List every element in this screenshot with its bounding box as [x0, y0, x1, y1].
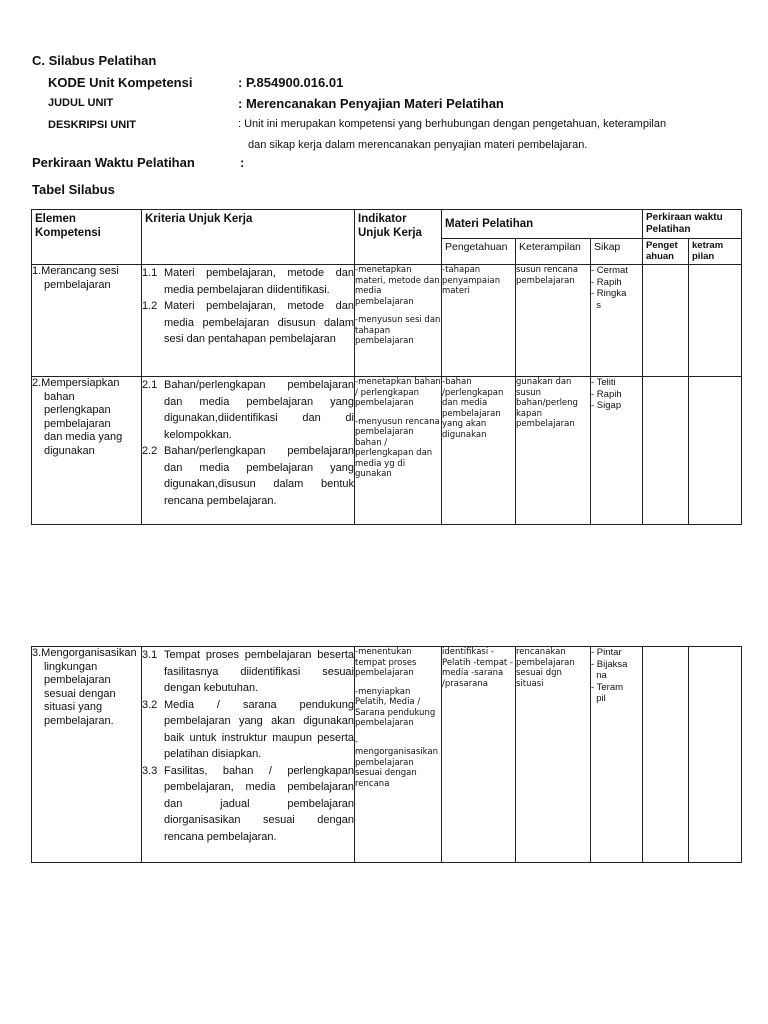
judul-value: : Merencanakan Penyajian Materi Pelatihan	[238, 96, 504, 111]
sikap-item: - Ringka	[591, 288, 627, 299]
elemen-first: 3.Mengorganisasikan	[32, 647, 137, 659]
waktu-penget-cell	[643, 377, 689, 525]
kuk-text: Materi pembelajaran, metode dan media pembelajaran disusun dalam sesi dan pentahapan pembelajaran	[164, 300, 354, 345]
indikator-cell	[355, 377, 442, 525]
elemen-first: 1.Merancang sesi	[32, 265, 119, 277]
sikap-item: - Cermat	[591, 265, 628, 276]
sikap-item: na	[591, 670, 607, 681]
sikap-item: s	[591, 299, 602, 311]
silabus-table	[31, 209, 742, 525]
sikap-item: - Rapih	[591, 276, 622, 288]
table-title: Tabel Silabus	[32, 182, 115, 197]
waktu-label: Perkiraan Waktu Pelatihan	[32, 155, 195, 170]
sikap-item: - Sigap	[591, 400, 622, 411]
waktu-penget-cell	[643, 647, 689, 863]
indikator-cell	[355, 647, 442, 863]
elemen-cell	[32, 647, 142, 863]
indikator-item: -menyiapkan Pelatih, Media / Sarana pendukung pembelajaran	[355, 686, 436, 728]
kuk-num: 2.2	[142, 445, 158, 457]
elemen-rest: lingkungan pembelajaran sesuai dengan situasi yang pembelajaran.	[44, 660, 116, 727]
silabus-table-continued	[31, 646, 742, 863]
deskripsi-label: DESKRIPSI UNIT	[48, 119, 137, 131]
kuk-text: Materi pembelajaran, metode dan media pembelajaran diidentifikasi.	[164, 267, 354, 296]
elemen-rest: bahan perlengkapan pembelajaran dan media yang digunakan	[44, 390, 123, 457]
header-pengetahuan: Pengetahuan	[442, 239, 516, 265]
table-row	[32, 265, 742, 377]
header-indikator: Indikator Unjuk Kerja	[355, 210, 442, 265]
pengetahuan-cell: identifikasi -Pelatih -tempat -media -sarana /prasarana	[442, 647, 516, 863]
elemen-first: 2.Mempersiapkan	[32, 377, 120, 389]
kuk-num: 3.3	[142, 764, 158, 777]
kuk-text: Tempat proses pembelajaran beserta fasilitasnya diidentifikasi sesuai dengan kebutuhan.	[164, 649, 354, 694]
table-row	[32, 647, 742, 863]
header-materi: Materi Pelatihan	[442, 210, 643, 239]
keterampilan-cell: rencanakan pembelajaran sesuai dgn situasi	[516, 647, 591, 863]
kuk-num: 2.1	[142, 379, 158, 391]
deskripsi-line1: : Unit ini merupakan kompetensi yang berhubungan dengan pengetahuan, keterampilan	[238, 118, 667, 130]
kuk-cell	[142, 647, 355, 863]
sikap-cell	[591, 265, 643, 377]
sikap-item: - Teliti	[591, 377, 616, 388]
section-title: C. Silabus Pelatihan	[32, 53, 157, 68]
indikator-item: -menetapkan materi, metode dan media pembelajaran	[355, 265, 440, 307]
kuk-text: Bahan/perlengkapan pembelajaran dan media pembelajaran yang digunakan,disusun dalam bentuk rencana pembelajaran.	[164, 445, 354, 507]
sikap-item: pil	[591, 693, 606, 704]
kuk-num: 1.2	[142, 300, 158, 312]
keterampilan-cell: susun rencana pembelajaran	[516, 265, 591, 377]
kuk-text: Media / sarana pendukung pembelajaran yang akan digunakan baik untuk instruktur maupun peserta pelatihan disiapkan.	[164, 698, 354, 760]
waktu-penget-cell	[643, 265, 689, 377]
header-sikap: Sikap	[591, 239, 643, 265]
kode-value: : P.854900.016.01	[238, 75, 344, 90]
sikap-item: - Bijaksa	[591, 658, 628, 670]
elemen-rest: pembelajaran	[44, 278, 111, 291]
header-kriteria: Kriteria Unjuk Kerja	[142, 210, 355, 265]
table-row	[32, 377, 742, 525]
elemen-cell	[32, 265, 142, 377]
kuk-cell	[142, 265, 355, 377]
pengetahuan-cell: -tahapan penyampaian materi	[442, 265, 516, 377]
indikator-item: -menetapkan bahan / perlengkapan pembelajaran	[355, 377, 441, 408]
header-ketram: ketram pilan	[689, 239, 742, 265]
header-elemen: Elemen Kompetensi	[32, 210, 142, 265]
waktu-value: :	[240, 155, 245, 170]
keterampilan-cell: gunakan dan susun bahan/perleng kapan pembelajaran	[516, 377, 591, 525]
kuk-cell	[142, 377, 355, 525]
sikap-item: - Rapih	[591, 388, 622, 400]
kuk-num: 1.1	[142, 267, 158, 279]
kuk-num: 3.2	[142, 698, 158, 711]
indikator-item: -menyusun sesi dan tahapan pembelajaran	[355, 315, 441, 346]
kuk-num: 3.1	[142, 649, 158, 661]
indikator-item: -menentukan tempat proses pembelajaran	[355, 647, 417, 678]
sikap-item: - Pintar	[591, 647, 622, 658]
header-perkiraan: Perkiraan waktu Pelatihan	[643, 210, 742, 239]
indikator-item: -menyusun rencana pembelajaran bahan / perlengkapan dan media yg di gunakan	[355, 416, 440, 479]
judul-label: JUDUL UNIT	[48, 97, 114, 109]
kuk-text: Bahan/perlengkapan pembelajaran dan media pembelajaran yang digunakan,diidentifikasi dan di kelompokkan.	[164, 379, 354, 441]
sikap-cell	[591, 647, 643, 863]
waktu-ketram-cell	[689, 647, 742, 863]
header-penget: Penget ahuan	[643, 239, 689, 265]
waktu-ketram-cell	[689, 265, 742, 377]
header-keterampilan: Keterampilan	[516, 239, 591, 265]
kode-label: KODE Unit Kompetensi	[48, 75, 193, 90]
pengetahuan-cell: -bahan /perlengkapan dan media pembelajaran yang akan digunakan	[442, 377, 516, 525]
sikap-cell	[591, 377, 643, 525]
indikator-item: -mengorganisasikan pembelajaran sesuai dengan rencana	[355, 736, 438, 789]
indikator-cell	[355, 265, 442, 377]
deskripsi-line2: dan sikap kerja dalam merencanakan penyajian materi pembelajaran.	[248, 139, 588, 151]
kuk-text: Fasilitas, bahan / perlengkapan pembelajaran, media pembelajaran dan jadual pembelajaran diorganisasikan sesuai dengan rencana pembelajaran.	[164, 764, 354, 843]
elemen-cell	[32, 377, 142, 525]
sikap-item: - Teram	[591, 681, 624, 693]
waktu-ketram-cell	[689, 377, 742, 525]
